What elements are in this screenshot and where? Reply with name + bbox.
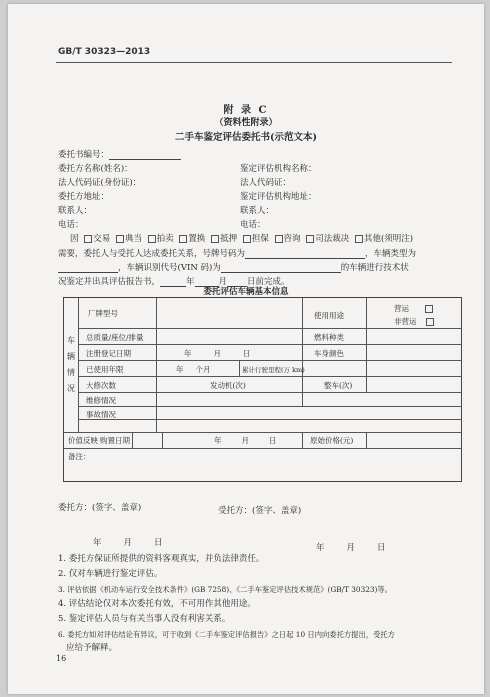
option-consult: 咨询 [283, 234, 301, 244]
commercial-label: 营运 [394, 304, 409, 313]
col-line [366, 432, 367, 448]
vin-line[interactable] [221, 263, 341, 273]
option-other: 其他(须明注) [363, 234, 414, 244]
agency-phone-label: 电话： [240, 220, 266, 230]
note-5: 5. 鉴定评估人员与有关当事人没有利害关系。 [58, 614, 231, 624]
col-line [132, 432, 133, 448]
remarks-label: 备注： [68, 452, 91, 461]
purchase-month-unit: 月 [241, 436, 249, 445]
plate-number-line[interactable] [245, 249, 365, 259]
non-commercial-checkbox[interactable] [426, 318, 434, 326]
agent-sign-date [316, 541, 386, 553]
reg-date-ymd [184, 348, 251, 359]
contract-no-line[interactable] [109, 150, 181, 160]
agency-legal-code-label: 法人代码证： [240, 178, 292, 188]
purchase-date-label: 购置日期 [100, 436, 130, 445]
vehicle-info-table [63, 297, 462, 482]
contract-no-row [58, 148, 181, 160]
vin-label: ，车辆识别代号(VIN 码)为 [118, 263, 221, 273]
vehicle-status-side-label: 车辆情况 [67, 336, 75, 393]
row-line [78, 392, 462, 393]
option-guarantee: 担保 [251, 234, 269, 244]
row-line [78, 376, 462, 377]
checkbox-other[interactable] [355, 235, 363, 243]
col-line [366, 298, 367, 376]
non-commercial-option [394, 316, 435, 327]
commercial-checkbox[interactable] [425, 305, 433, 313]
appendix-title: 二手车鉴定评估委托书(示范文本) [175, 132, 317, 143]
vehicle-type-line[interactable] [58, 263, 118, 273]
agent-sign-day: 日 [377, 543, 386, 553]
report-text: 况鉴定并出具评估报告书， [58, 277, 161, 287]
row-line [78, 328, 462, 329]
col-line [239, 360, 240, 376]
option-pawn: 典当 [124, 234, 142, 244]
client-contact-label: 联系人： [58, 206, 93, 216]
col-line [302, 432, 303, 448]
checkbox-auction[interactable] [148, 235, 156, 243]
client-address-label: 委托方地址： [58, 192, 110, 202]
checkbox-replace[interactable] [179, 235, 187, 243]
option-mortgage: 抵押 [220, 234, 238, 244]
col-line [162, 432, 163, 448]
years-used-label: 已使用年限 [86, 365, 124, 374]
checkbox-pawn[interactable] [116, 235, 124, 243]
tech-status-text: 的车辆进行技术状 [340, 263, 409, 273]
note-6: 6. 委托方如对评估结论有异议，可于收到《二手车鉴定评估报告》之日起 10 日内向委托方提出，受托方 [58, 630, 395, 639]
year-label: 年 [186, 277, 195, 287]
years-used-units [176, 364, 211, 375]
checkbox-guarantee[interactable] [243, 235, 251, 243]
row-line [78, 406, 462, 407]
client-sign-date [93, 536, 163, 548]
reg-month-unit: 月 [213, 349, 221, 358]
reason-tail: 需要，委托人与受托人达成委托关系，号牌号码为 [58, 249, 246, 259]
client-phone-label: 电话： [58, 220, 84, 230]
reason-line-2 [58, 261, 409, 273]
accident-label: 事故情况 [86, 410, 116, 419]
col-line [366, 376, 367, 392]
whole-vehicle-overhaul-label: 整车(次) [324, 381, 353, 390]
option-trade: 交易 [93, 234, 111, 244]
reg-day-unit: 日 [243, 349, 251, 358]
document-page [8, 4, 484, 694]
fuel-label: 燃料种类 [314, 333, 344, 342]
month-label: 月 [218, 277, 228, 287]
client-signature-label: 委托方：(签字、盖章) [58, 503, 142, 513]
col-line [78, 298, 79, 432]
option-judicial: 司法裁决 [315, 234, 350, 244]
maintenance-label: 维修情况 [86, 396, 116, 405]
years-used-year: 年 [176, 365, 184, 374]
note-2: 2. 仅对车辆进行鉴定评估。 [58, 569, 163, 579]
plate-model-label: 厂牌型号 [88, 309, 118, 318]
row-line [78, 344, 462, 345]
price-reflect-label: 价值反映 [68, 436, 98, 445]
client-legal-code-label: 法人代码证(身份证)： [58, 178, 142, 188]
years-used-month: 个月 [195, 365, 211, 374]
client-name-label: 委托方名称(姓名)： [58, 164, 133, 174]
purchase-year-unit: 年 [214, 436, 222, 445]
row-line [78, 360, 462, 361]
displacement-label: 总质量/座位/排量 [86, 333, 144, 342]
row-line [78, 419, 462, 420]
col-line [302, 376, 303, 406]
body-color-label: 车身颜色 [314, 349, 344, 358]
agency-contact-label: 联系人： [240, 206, 275, 216]
purchase-date-ymd [214, 435, 277, 446]
engine-overhaul-label: 发动机(次) [210, 381, 246, 390]
option-auction: 拍卖 [156, 234, 174, 244]
original-price-label: 原始价格(元) [310, 436, 354, 445]
note-1: 1. 委托方保证所提供的资料客观真实，并负法律责任。 [58, 554, 265, 564]
standard-code: GB/T 30323—2013 [58, 47, 151, 57]
note-6-continued: 应给予解释。 [66, 643, 118, 653]
non-commercial-label: 非营运 [394, 317, 417, 326]
agent-sign-year: 年 [316, 543, 325, 553]
table-title: 委托评估车辆基本信息 [203, 287, 289, 297]
checkbox-consult[interactable] [275, 235, 283, 243]
agency-name-label: 鉴定评估机构名称： [240, 164, 317, 174]
agency-address-label: 鉴定评估机构地址： [240, 192, 317, 202]
page-number: 16 [56, 654, 67, 663]
purchase-day-unit: 日 [269, 436, 277, 445]
client-sign-month: 月 [123, 538, 133, 548]
option-replace: 置换 [188, 234, 206, 244]
appendix-label: 附 录 C [223, 105, 269, 116]
usage-label: 使用用途 [314, 311, 344, 320]
reason-line-1 [58, 247, 416, 259]
agent-signature-label: 受托方：(签字、盖章) [218, 506, 302, 516]
date-done-text: 日前完成。 [247, 277, 290, 287]
header-rule [56, 62, 452, 63]
overhaul-label: 大修次数 [86, 381, 116, 390]
reason-options-row [70, 232, 413, 244]
row-line [64, 432, 462, 433]
client-sign-year: 年 [93, 538, 102, 548]
note-3: 3. 评估依据《机动车运行安全技术条件》(GB 7258)、《二手车鉴定评估技术规范》(GB/T 30323)等。 [58, 585, 392, 594]
reg-year-unit: 年 [184, 349, 192, 358]
checkbox-judicial[interactable] [306, 235, 314, 243]
commercial-option [394, 303, 434, 314]
checkbox-mortgage[interactable] [211, 235, 219, 243]
row-line [64, 448, 462, 449]
mileage-label: 累计行驶里程(万 km) [242, 366, 305, 374]
reg-date-label: 注册登记日期 [86, 349, 131, 358]
note-4: 4. 评估结论仅对本次委托有效，不可用作其他用途。 [58, 599, 256, 609]
appendix-nature: （资料性附录） [214, 118, 278, 128]
vehicle-type-label: ，车辆类型为 [365, 249, 417, 259]
agent-sign-month: 月 [346, 543, 356, 553]
reason-lead: 因 [70, 234, 79, 244]
col-line [156, 298, 157, 432]
contract-no-label: 委托书编号： [58, 150, 110, 160]
checkbox-trade[interactable] [84, 235, 92, 243]
client-sign-day: 日 [154, 538, 163, 548]
